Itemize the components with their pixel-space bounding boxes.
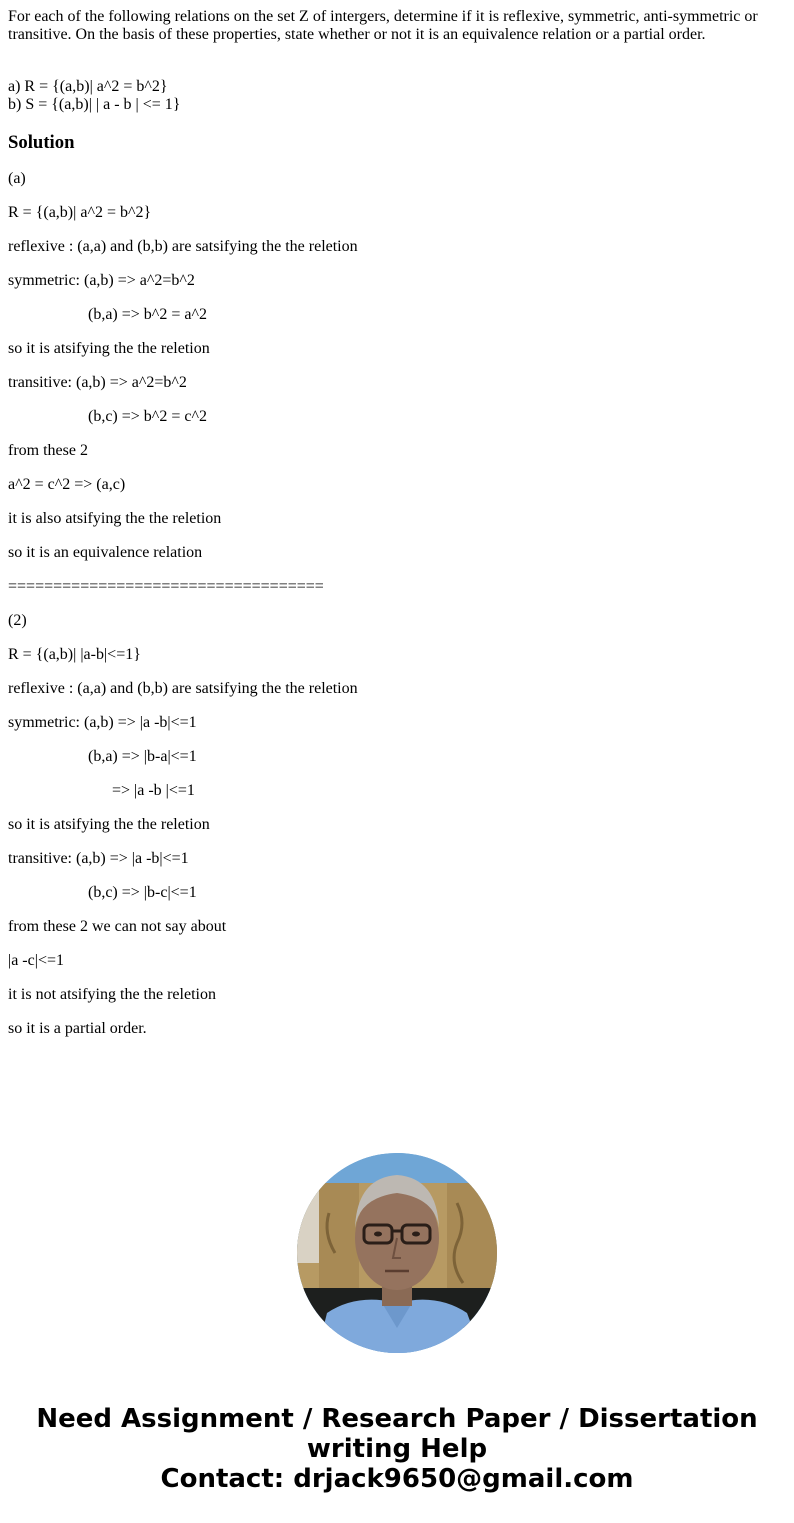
solution-heading: Solution <box>8 132 75 153</box>
solution-line: transitive: (a,b) => a^2=b^2 <box>8 374 187 391</box>
solution-body <box>8 170 786 1038</box>
solution-line: so it is atsifying the the reletion <box>8 816 210 833</box>
solution-line: R = {(a,b)| a^2 = b^2} <box>8 204 152 221</box>
question-parts <box>8 78 786 114</box>
solution-line: (b,a) => |b-a|<=1 <box>8 748 197 765</box>
solution-line: it is also atsifying the the reletion <box>8 510 222 527</box>
solution-line: (b,c) => |b-c|<=1 <box>8 884 197 901</box>
promo-banner <box>0 1404 794 1494</box>
question-line: transitive. On the basis of these properties, state whether or not it is an equivalence relation or a partial order. <box>8 26 706 43</box>
solution-line: it is not atsifying the the reletion <box>8 986 216 1003</box>
solution-line: (b,c) => b^2 = c^2 <box>8 408 207 425</box>
author-avatar <box>297 1153 497 1353</box>
solution-line: so it is a partial order. <box>8 1020 147 1037</box>
solution-line: R = {(a,b)| |a-b|<=1} <box>8 646 141 663</box>
solution-line: so it is atsifying the the reletion <box>8 340 210 357</box>
solution-line: |a -c|<=1 <box>8 952 64 969</box>
solution-line: a^2 = c^2 => (a,c) <box>8 476 126 493</box>
solution-line: symmetric: (a,b) => a^2=b^2 <box>8 272 195 289</box>
person-photo-icon <box>297 1153 497 1353</box>
solution-line: reflexive : (a,a) and (b,b) are satsifying the the reletion <box>8 238 358 255</box>
solution-line: so it is an equivalence relation <box>8 544 203 561</box>
solution-line: (a) <box>8 170 26 187</box>
promo-line-2: writing Help <box>306 1434 488 1464</box>
promo-line-1: Need Assignment / Research Paper / Dissertation <box>36 1404 758 1434</box>
solution-line: => |a -b |<=1 <box>8 782 195 799</box>
solution-line: symmetric: (a,b) => |a -b|<=1 <box>8 714 197 731</box>
question-text <box>8 8 786 44</box>
solution-line: from these 2 we can not say about <box>8 918 227 935</box>
question-line: For each of the following relations on the set Z of intergers, determine if it is reflexive, symmetric, anti-symmetric or <box>8 8 758 25</box>
solution-line: from these 2 <box>8 442 88 459</box>
question-part-a: a) R = {(a,b)| a^2 = b^2} <box>8 78 168 95</box>
solution-line: (b,a) => b^2 = a^2 <box>8 306 207 323</box>
solution-line: reflexive : (a,a) and (b,b) are satsifying the the reletion <box>8 680 358 697</box>
question-part-b: b) S = {(a,b)| | a - b | <= 1} <box>8 96 181 113</box>
solution-line: (2) <box>8 612 27 629</box>
promo-contact: Contact: drjack9650@gmail.com <box>160 1464 634 1494</box>
solution-line: transitive: (a,b) => |a -b|<=1 <box>8 850 189 867</box>
separator-line: =================================== <box>8 578 324 595</box>
